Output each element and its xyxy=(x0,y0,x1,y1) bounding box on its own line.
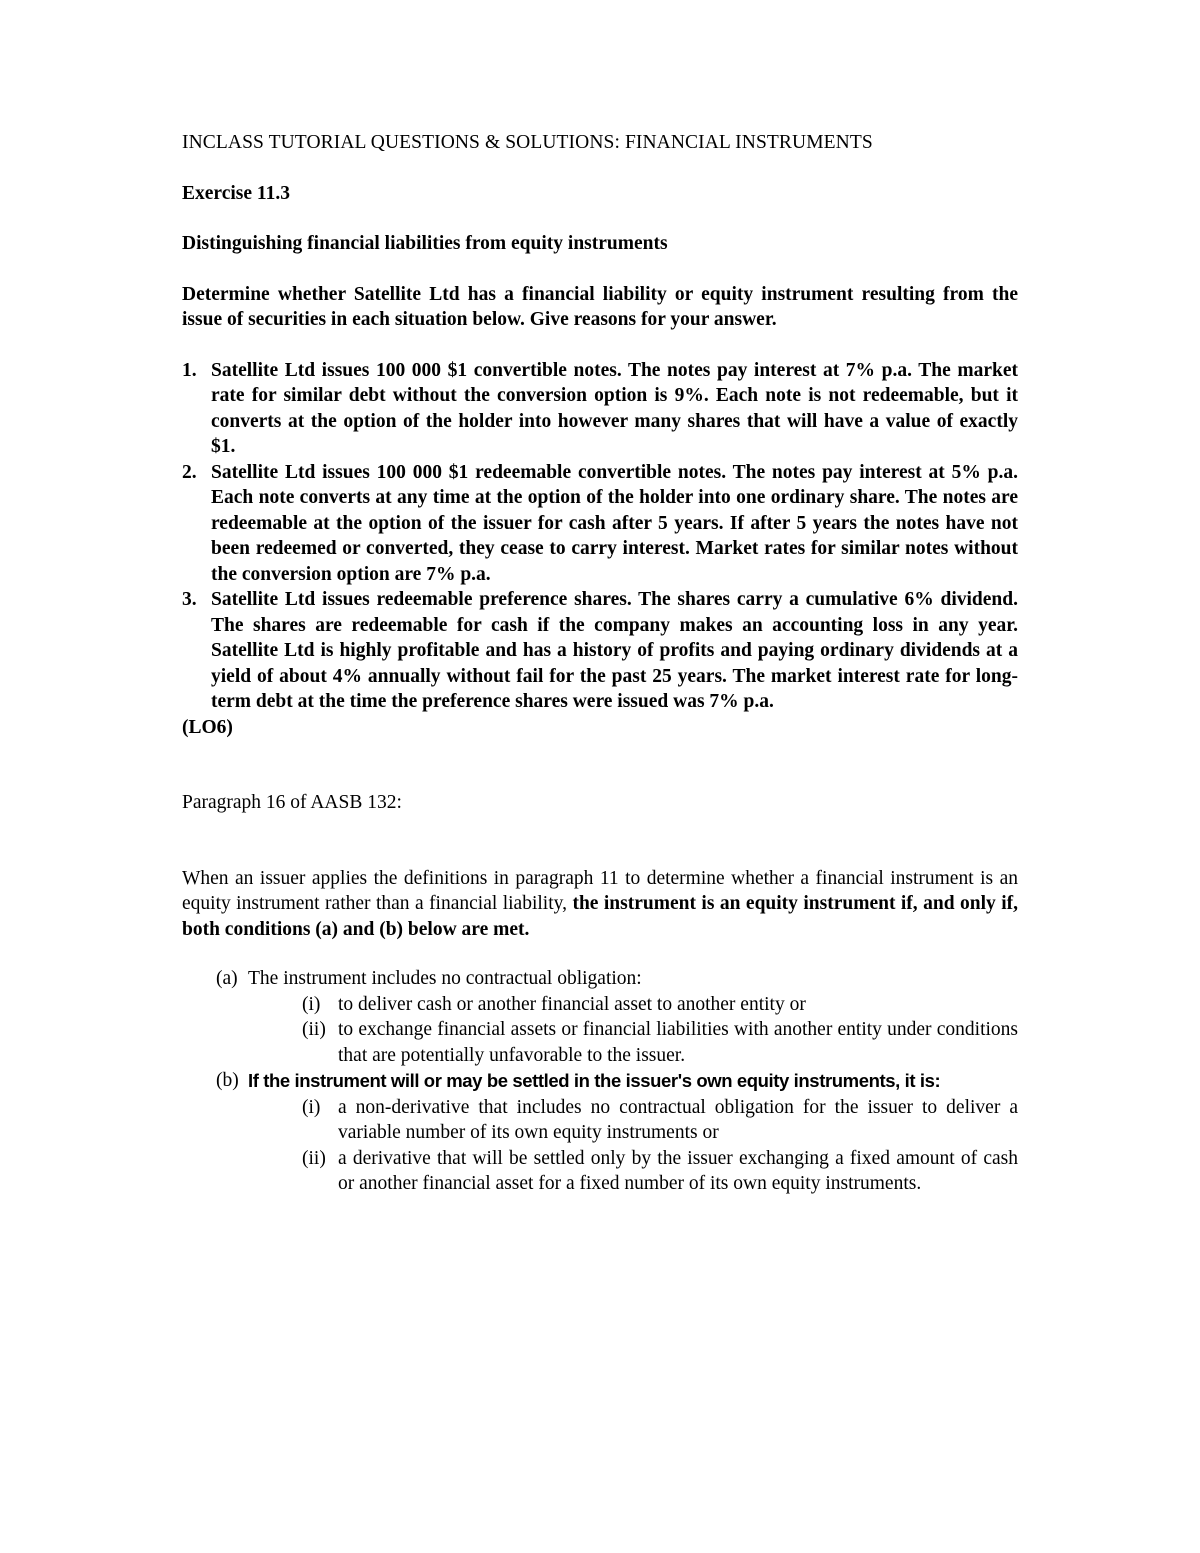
question-item xyxy=(182,587,1018,715)
sub-condition-text: a non-derivative that includes no contractual obligation for the issuer to deliver a variable number of its own equity instruments or xyxy=(338,1096,1018,1143)
sub-condition-text: to deliver cash or another financial asset to another entity or xyxy=(338,993,806,1015)
condition-text: The instrument includes no contractual obligation: xyxy=(248,968,642,989)
question-number: 2. xyxy=(182,461,197,483)
learning-outcome: (LO6) xyxy=(182,716,233,738)
question-item xyxy=(182,460,1018,588)
sub-condition-item xyxy=(182,992,1018,1018)
sub-condition-label: (ii) xyxy=(302,1019,326,1040)
paragraph-text-bold: the instrument is an equity instrument if, and only if, both conditions (a) and (b) below are met. xyxy=(182,893,1019,940)
exercise-subtitle: Distinguishing financial liabilities from equity instruments xyxy=(182,233,668,254)
sub-condition-item xyxy=(182,1095,1018,1146)
question-number: 3. xyxy=(182,589,197,610)
question-item xyxy=(182,358,1018,460)
conditions-list xyxy=(182,966,1018,1197)
condition-b xyxy=(182,1068,1018,1197)
sub-condition-list xyxy=(248,992,1018,1069)
condition-a xyxy=(182,966,1018,1068)
sub-condition-item xyxy=(182,1017,1018,1068)
question-text: Satellite Ltd issues 100 000 $1 convertible notes. The notes pay interest at 7% p.a. The market rate for similar debt without the conversion option is 9%. Each note is not redeemable, but it converts at the option of the holder into however many shares that will have a value of exactly $1. xyxy=(211,359,1018,457)
sub-condition-label: (i) xyxy=(302,1096,321,1118)
condition-label: (a) xyxy=(216,968,238,989)
exercise-heading: Exercise 11.3 xyxy=(182,182,290,204)
sub-condition-label: (i) xyxy=(302,993,321,1015)
sub-condition-text: a derivative that will be settled only by the issuer exchanging a fixed amount of cash or another financial asset for a fixed number of its own equity instruments. xyxy=(338,1147,1018,1194)
sub-condition-text: to exchange financial assets or financial liabilities with another entity under conditions that are potentially unfavorable to the issuer. xyxy=(338,1019,1018,1066)
question-list xyxy=(182,358,1018,715)
sub-condition-item xyxy=(182,1146,1018,1197)
condition-label: (b) xyxy=(216,1070,239,1091)
paragraph-text xyxy=(182,866,1018,943)
condition-text: If the instrument will or may be settled in the issuer's own equity instruments, it is: xyxy=(248,1070,941,1091)
sub-condition-list xyxy=(248,1095,1018,1197)
document-title: INCLASS TUTORIAL QUESTIONS & SOLUTIONS: FINANCIAL INSTRUMENTS xyxy=(182,132,873,153)
document-page xyxy=(182,130,1018,1197)
exercise-instruction: Determine whether Satellite Ltd has a financial liability or equity instrument resulting from the issue of securities in each situation below. Give reasons for your answer. xyxy=(182,283,1018,330)
question-number: 1. xyxy=(182,359,197,381)
question-text: Satellite Ltd issues 100 000 $1 redeemable convertible notes. The notes pay interest at 5% p.a. Each note converts at any time at the option of the holder into one ordinary share. The notes are redeemable at the option of the issuer for cash after 5 years. If after 5 years the notes have not been redeemed or converted, they cease to carry interest. Market rates for similar notes without the conversion option are 7% p.a. xyxy=(211,461,1018,585)
paragraph-text-plain: When an issuer applies the definitions in paragraph 11 to determine whether a financial instrument is an equity instrument rather than a financial liability, xyxy=(182,867,1018,914)
sub-condition-label: (ii) xyxy=(302,1147,326,1169)
paragraph-reference: Paragraph 16 of AASB 132: xyxy=(182,792,402,813)
question-text: Satellite Ltd issues redeemable preference shares. The shares carry a cumulative 6% dividend. The shares are redeemable for cash if the company makes an accounting loss in any year. Satellite Ltd is highly profitable and has a history of profits and paying ordinary dividends at a yield of about 4% annually without fail for the past 25 years. The market interest rate for long-term debt at the time the preference shares were issued was 7% p.a. xyxy=(211,589,1018,712)
